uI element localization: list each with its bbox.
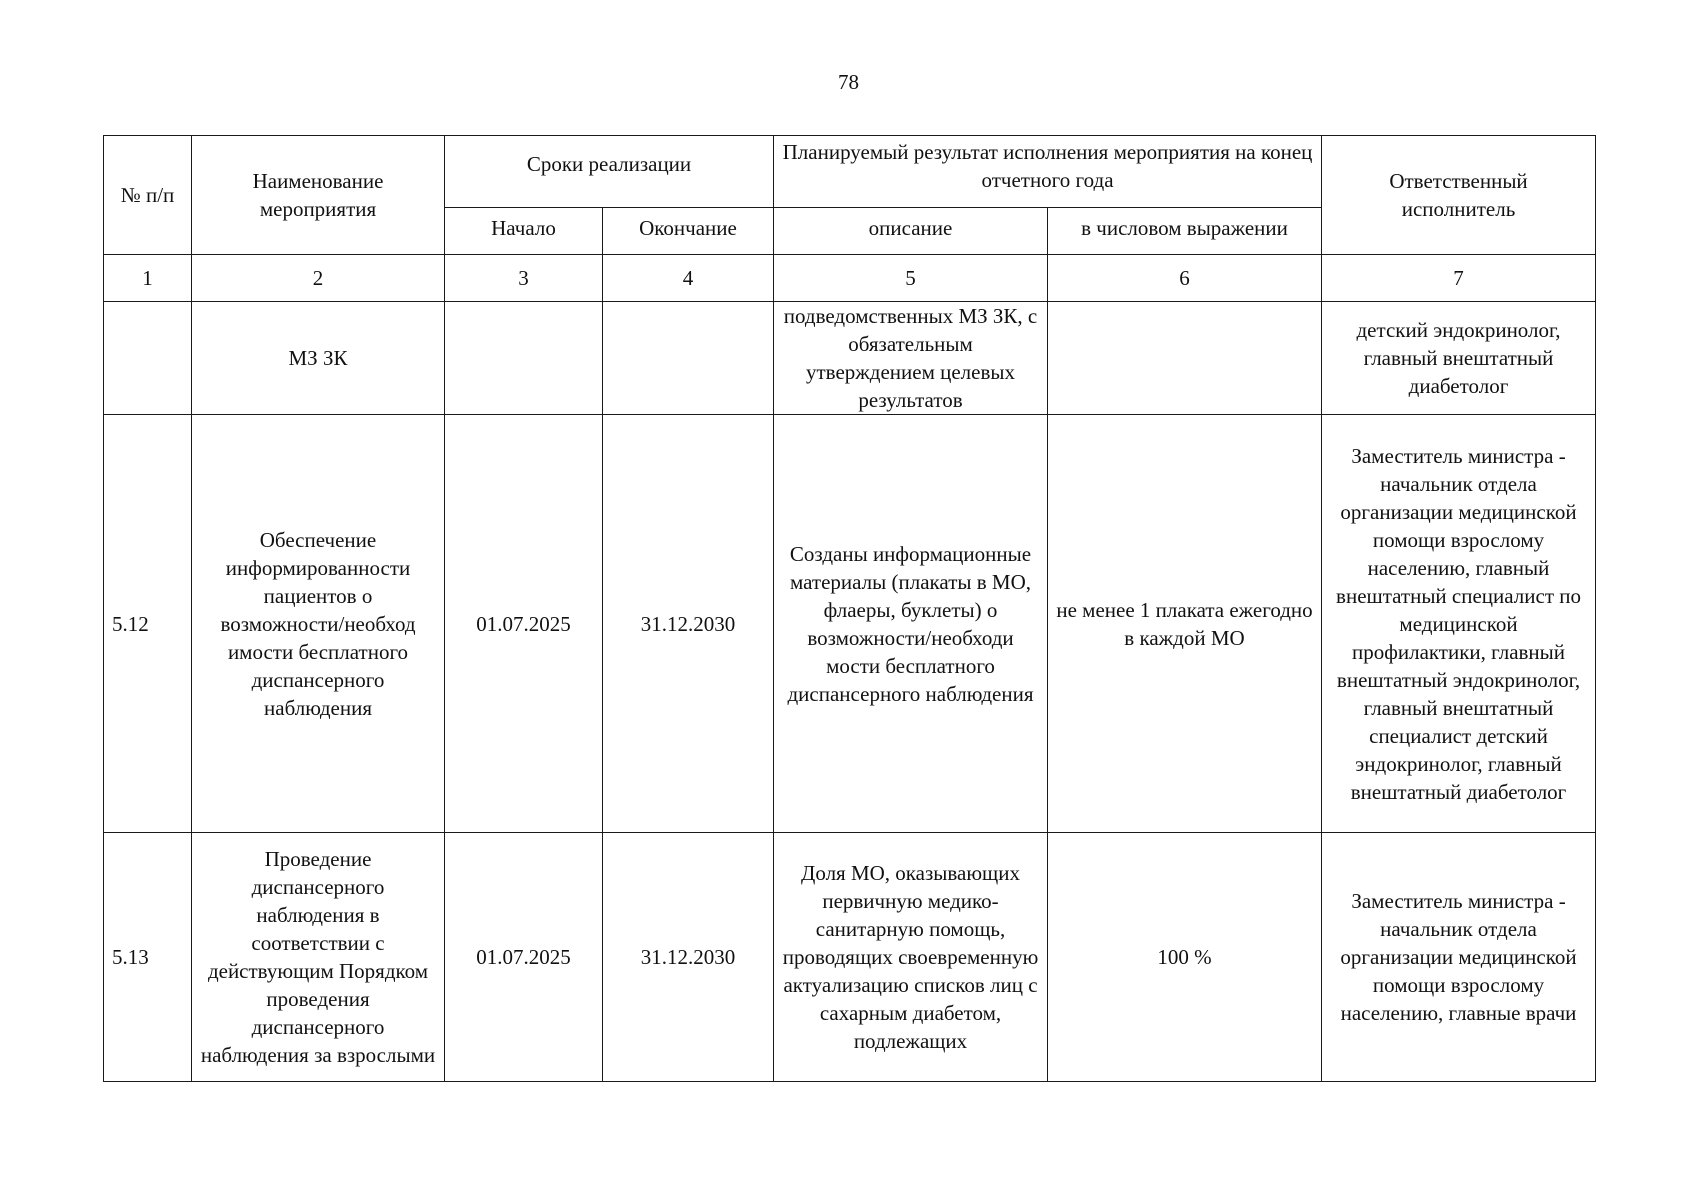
col-number: 1	[104, 255, 192, 302]
cell-end: 31.12.2030	[603, 833, 774, 1082]
cell-responsible: детский эндокринолог, главный внештатный диабетолог	[1322, 302, 1596, 415]
header-end: Окончание	[603, 208, 774, 255]
col-number: 2	[192, 255, 445, 302]
activities-table	[103, 135, 1596, 1082]
header-result: Планируемый результат исполнения мероприятия на конец отчетного года	[774, 136, 1322, 208]
cell-end: 31.12.2030	[603, 415, 774, 833]
cell-num: 5.12	[104, 415, 192, 833]
cell-desc: подведомственных МЗ ЗК, с обязательным утверждением целевых результатов	[774, 302, 1048, 415]
col-number: 5	[774, 255, 1048, 302]
cell-start	[445, 302, 603, 415]
header-responsible: Ответственный исполнитель	[1322, 136, 1596, 255]
col-number: 3	[445, 255, 603, 302]
col-number: 6	[1048, 255, 1322, 302]
table-row	[104, 302, 1596, 415]
page-number: 78	[838, 70, 859, 94]
column-numbers-row	[104, 255, 1596, 302]
cell-desc-text: Доля МО, оказывающих первичную медико-санитарную помощь, проводящих своевременную актуализацию списков лиц с сахарным диабетом, подлежащих	[782, 861, 1039, 1053]
col-number: 7	[1322, 255, 1596, 302]
cell-name: МЗ ЗК	[192, 302, 445, 415]
header-num: № п/п	[104, 136, 192, 255]
cell-numeric: не менее 1 плаката ежегодно в каждой МО	[1048, 415, 1322, 833]
cell-name: Проведение диспансерного наблюдения в соответствии с действующим Порядком проведения диспансерного наблюдения за взрослыми	[192, 833, 445, 1082]
header-terms: Сроки реализации	[445, 136, 774, 208]
cell-responsible: Заместитель министра - начальник отдела организации медицинской помощи взрослому населению, главные врачи	[1322, 833, 1596, 1082]
cell-num	[104, 302, 192, 415]
header-row	[104, 136, 1596, 208]
cell-start: 01.07.2025	[445, 415, 603, 833]
cell-desc: Созданы информационные материалы (плакаты в МО, флаеры, буклеты) о возможности/необходи мости бесплатного диспансерного наблюдения	[774, 415, 1048, 833]
cell-num: 5.13	[104, 833, 192, 1082]
cell-end	[603, 302, 774, 415]
cell-numeric: 100 %	[1048, 833, 1322, 1082]
header-desc: описание	[774, 208, 1048, 255]
header-start: Начало	[445, 208, 603, 255]
cell-start: 01.07.2025	[445, 833, 603, 1082]
cell-name: Обеспечение информированности пациентов о возможности/необход имости бесплатного диспансерного наблюдения	[192, 415, 445, 833]
cell-responsible: Заместитель министра - начальник отдела организации медицинской помощи взрослому населению, главный внештатный специалист по медицинской профилактики, главный внештатный эндокринолог, главный внештатный специалист детский эндокринолог, главный внештатный диабетолог	[1322, 415, 1596, 833]
header-numeric: в числовом выражении	[1048, 208, 1322, 255]
header-name: Наименование мероприятия	[192, 136, 445, 255]
table-row	[104, 415, 1596, 833]
table-row	[104, 833, 1596, 1082]
cell-numeric	[1048, 302, 1322, 415]
cell-desc	[774, 833, 1048, 1082]
col-number: 4	[603, 255, 774, 302]
